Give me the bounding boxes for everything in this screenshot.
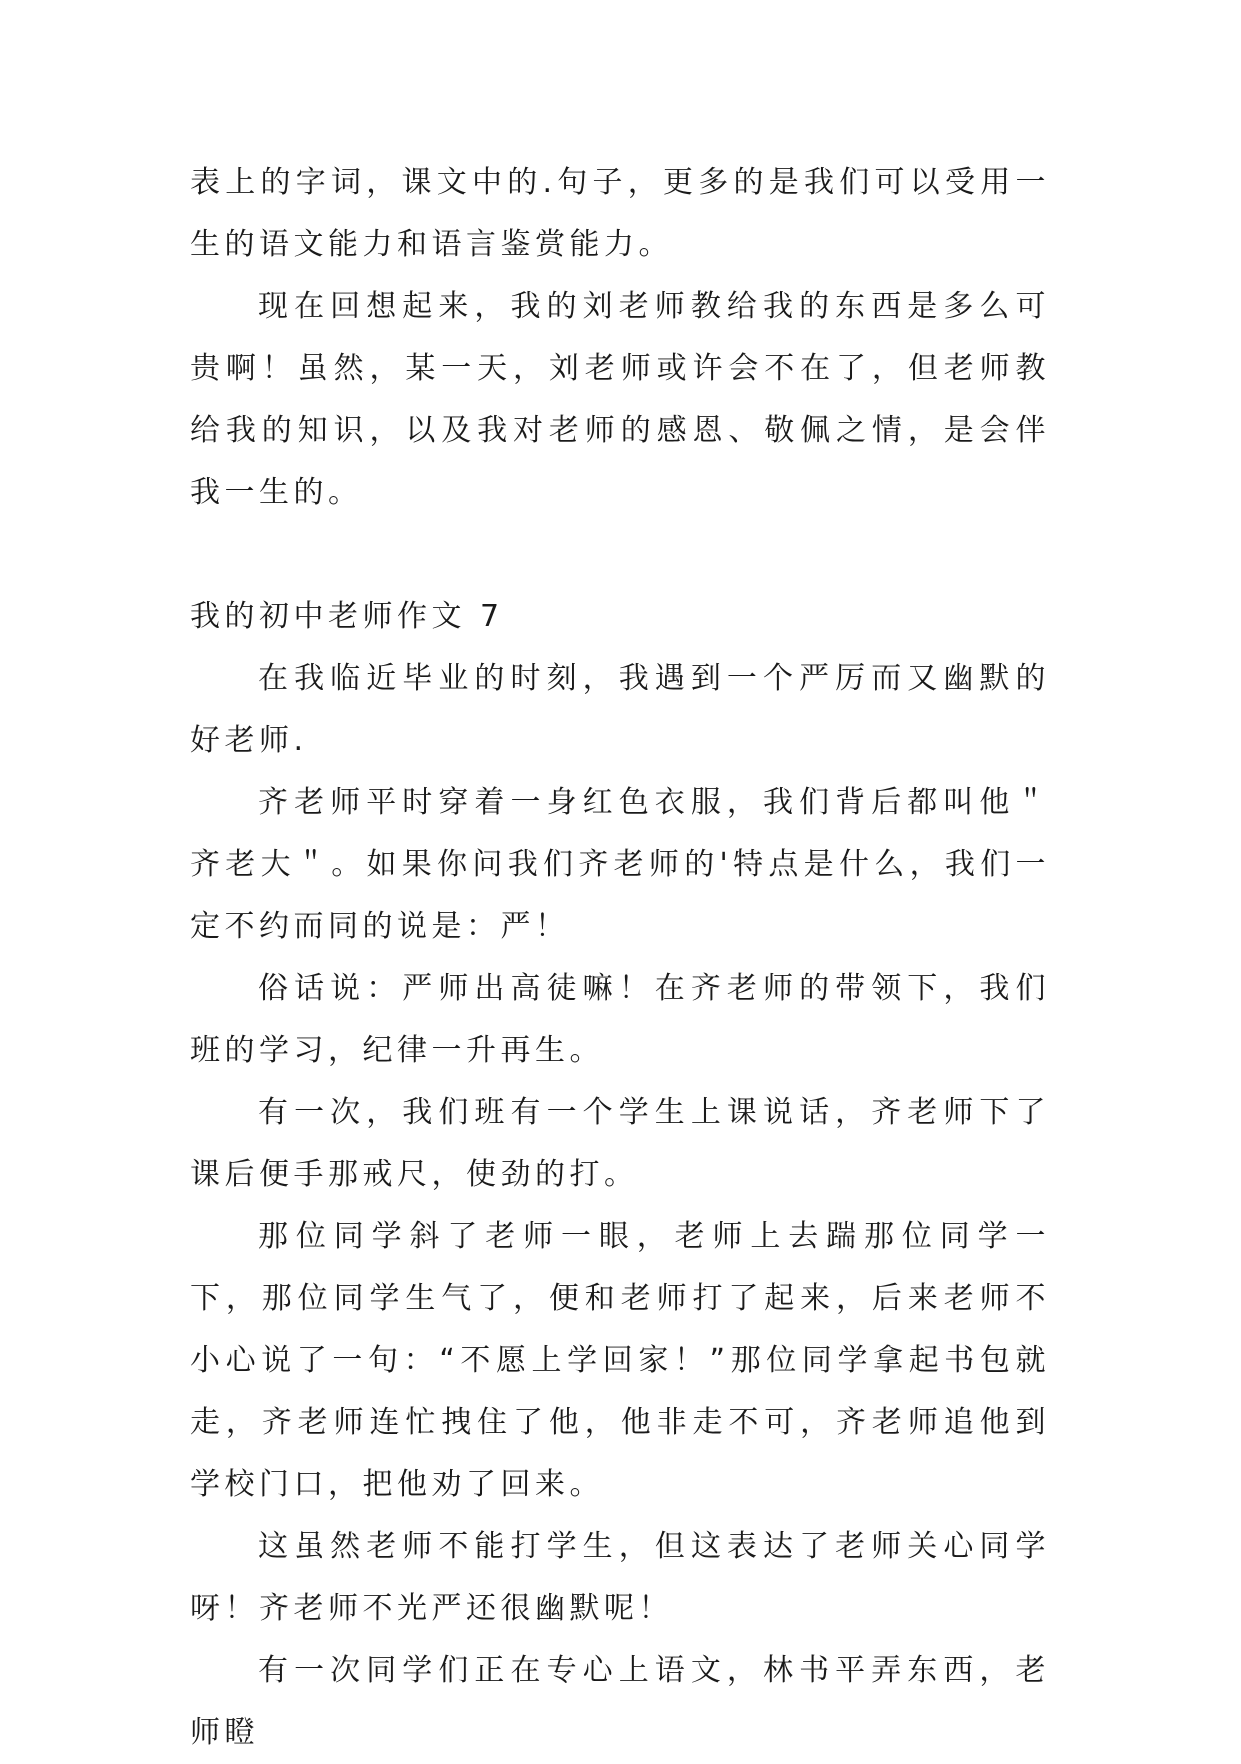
section-title: 我的初中老师作文 7: [190, 599, 504, 634]
body-paragraph-7: 有一次同学们正在专心上语文，林书平弄东西，老师瞪: [190, 1653, 1050, 1750]
body-paragraph-6: 这虽然老师不能打学生，但这表达了老师关心同学呀！齐老师不光严还很幽默呢！: [190, 1529, 1050, 1626]
document-body: [190, 152, 1050, 1764]
body-paragraph-3: 俗话说：严师出高徒嘛！在齐老师的带领下，我们班的学习，纪律一升再生。: [190, 971, 1050, 1068]
body-paragraph-2: 齐老师平时穿着一身红色衣服，我们背后都叫他＂齐老大＂。如果你问我们齐老师的'特点是什么，我们一定不约而同的说是：严！: [190, 785, 1050, 944]
body-paragraph-5: 那位同学斜了老师一眼，老师上去踹那位同学一下，那位同学生气了，便和老师打了起来，后来老师不小心说了一句：“不愿上学回家！”那位同学拿起书包就走，齐老师连忙拽住了他，他非走不可，齐老师追他到学校门口，把他劝了回来。: [190, 1219, 1050, 1502]
intro-continuation-paragraph: 表上的字词，课文中的.句子，更多的是我们可以受用一生的语文能力和语言鉴赏能力。: [190, 165, 1050, 262]
body-paragraph-1: 在我临近毕业的时刻，我遇到一个严厉而又幽默的好老师.: [190, 661, 1050, 758]
intro-closing-paragraph: 现在回想起来，我的刘老师教给我的东西是多么可贵啊！虽然，某一天，刘老师或许会不在了，但老师教给我的知识，以及我对老师的感恩、敬佩之情，是会伴我一生的。: [190, 289, 1050, 510]
section-gap: [190, 524, 1050, 586]
body-paragraph-4: 有一次，我们班有一个学生上课说话，齐老师下了课后便手那戒尺，使劲的打。: [190, 1095, 1050, 1192]
